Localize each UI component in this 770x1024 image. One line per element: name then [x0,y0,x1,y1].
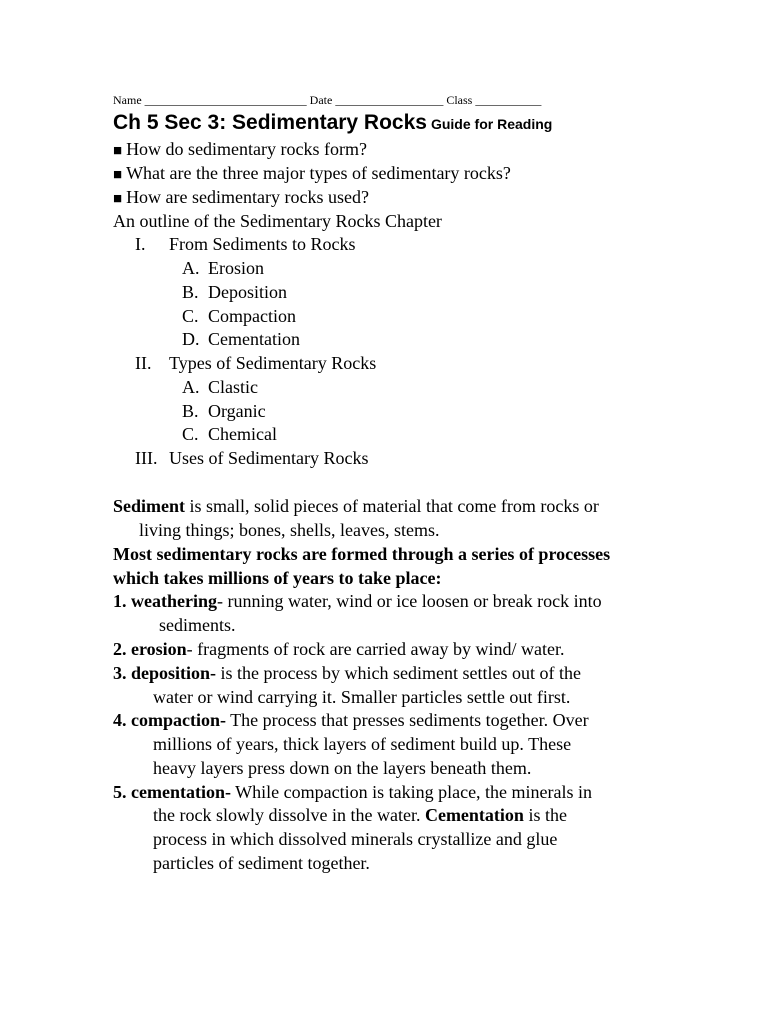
outline-section-num: II. [135,353,152,373]
header-fields [113,93,541,108]
name-label: Name [113,93,142,107]
process-item: 5. cementation- While compaction is taking place, the minerals in [113,782,593,802]
outline-item: C. Chemical [182,424,277,444]
bullet-icon: ■ [113,167,123,183]
definition-line: Sediment is small, solid pieces of material that come from rocks or [113,496,599,516]
page-title [113,111,552,135]
date-label: Date [309,93,333,107]
question-item: ■ What are the three major types of sedimentary rocks? [113,163,511,183]
bullet-icon: ■ [113,191,123,207]
class-blank: ___________ [475,93,542,107]
process-continuation: water or wind carrying it. Smaller particles settle out first. [153,687,571,707]
outline-section [135,351,376,375]
outline-section-label: Uses of Sedimentary Rocks [169,448,369,468]
process-term: 3. deposition- [113,663,217,683]
question-item: ■ How do sedimentary rocks form? [113,139,367,159]
bullet-icon: ■ [113,143,123,159]
name-blank: ___________________________ [144,93,307,107]
outline-section [135,232,356,256]
outline-section-num: I. [135,234,146,254]
process-term: 5. cementation- [113,782,231,802]
outline-item: B. Deposition [182,282,287,302]
process-item: 3. deposition- is the process by which sediment settles out of the [113,663,581,683]
process-continuation: the rock slowly dissolve in the water. Cementation is the [153,805,567,825]
process-continuation: heavy layers press down on the layers beneath them. [153,758,532,778]
process-term: 4. compaction- [113,710,226,730]
process-continuation: particles of sediment together. [153,853,370,873]
process-item: 2. erosion- fragments of rock are carried away by wind/ water. [113,639,565,659]
outline-intro: An outline of the Sedimentary Rocks Chapter [113,211,442,231]
date-blank: __________________ [335,93,444,107]
outline-section-num: III. [135,448,158,468]
outline-section-label: From Sediments to Rocks [169,234,356,254]
title-main: Ch 5 Sec 3: Sedimentary Rocks [113,111,427,134]
process-continuation: sediments. [159,615,236,635]
class-label: Class [446,93,473,107]
process-continuation: millions of years, thick layers of sediment build up. These [153,734,572,754]
outline-item: C. Compaction [182,306,296,326]
definition-line: living things; bones, shells, leaves, stems. [139,520,440,540]
process-term: 2. erosion [113,639,187,659]
outline-item: B. Organic [182,401,266,421]
cementation-term: Cementation [424,805,524,825]
process-term: 1. weathering [113,591,217,611]
outline-section-label: Types of Sedimentary Rocks [169,353,377,373]
question-item: ■ How are sedimentary rocks used? [113,187,369,207]
process-item: 4. compaction- The process that presses sediments together. Over [113,710,589,730]
definition-term: Sediment [113,496,185,516]
processes-intro: which takes millions of years to take place: [113,568,442,588]
outline-item: A. Erosion [182,258,264,278]
process-continuation: process in which dissolved minerals crystallize and glue [153,829,558,849]
title-sub: Guide for Reading [430,116,553,132]
outline-item: A. Clastic [182,377,258,397]
processes-intro: Most sedimentary rocks are formed through a series of processes [113,544,611,564]
outline-item: D. Cementation [182,329,300,349]
process-item: 1. weathering- running water, wind or ice loosen or break rock into [113,591,602,611]
outline-section [135,446,368,470]
